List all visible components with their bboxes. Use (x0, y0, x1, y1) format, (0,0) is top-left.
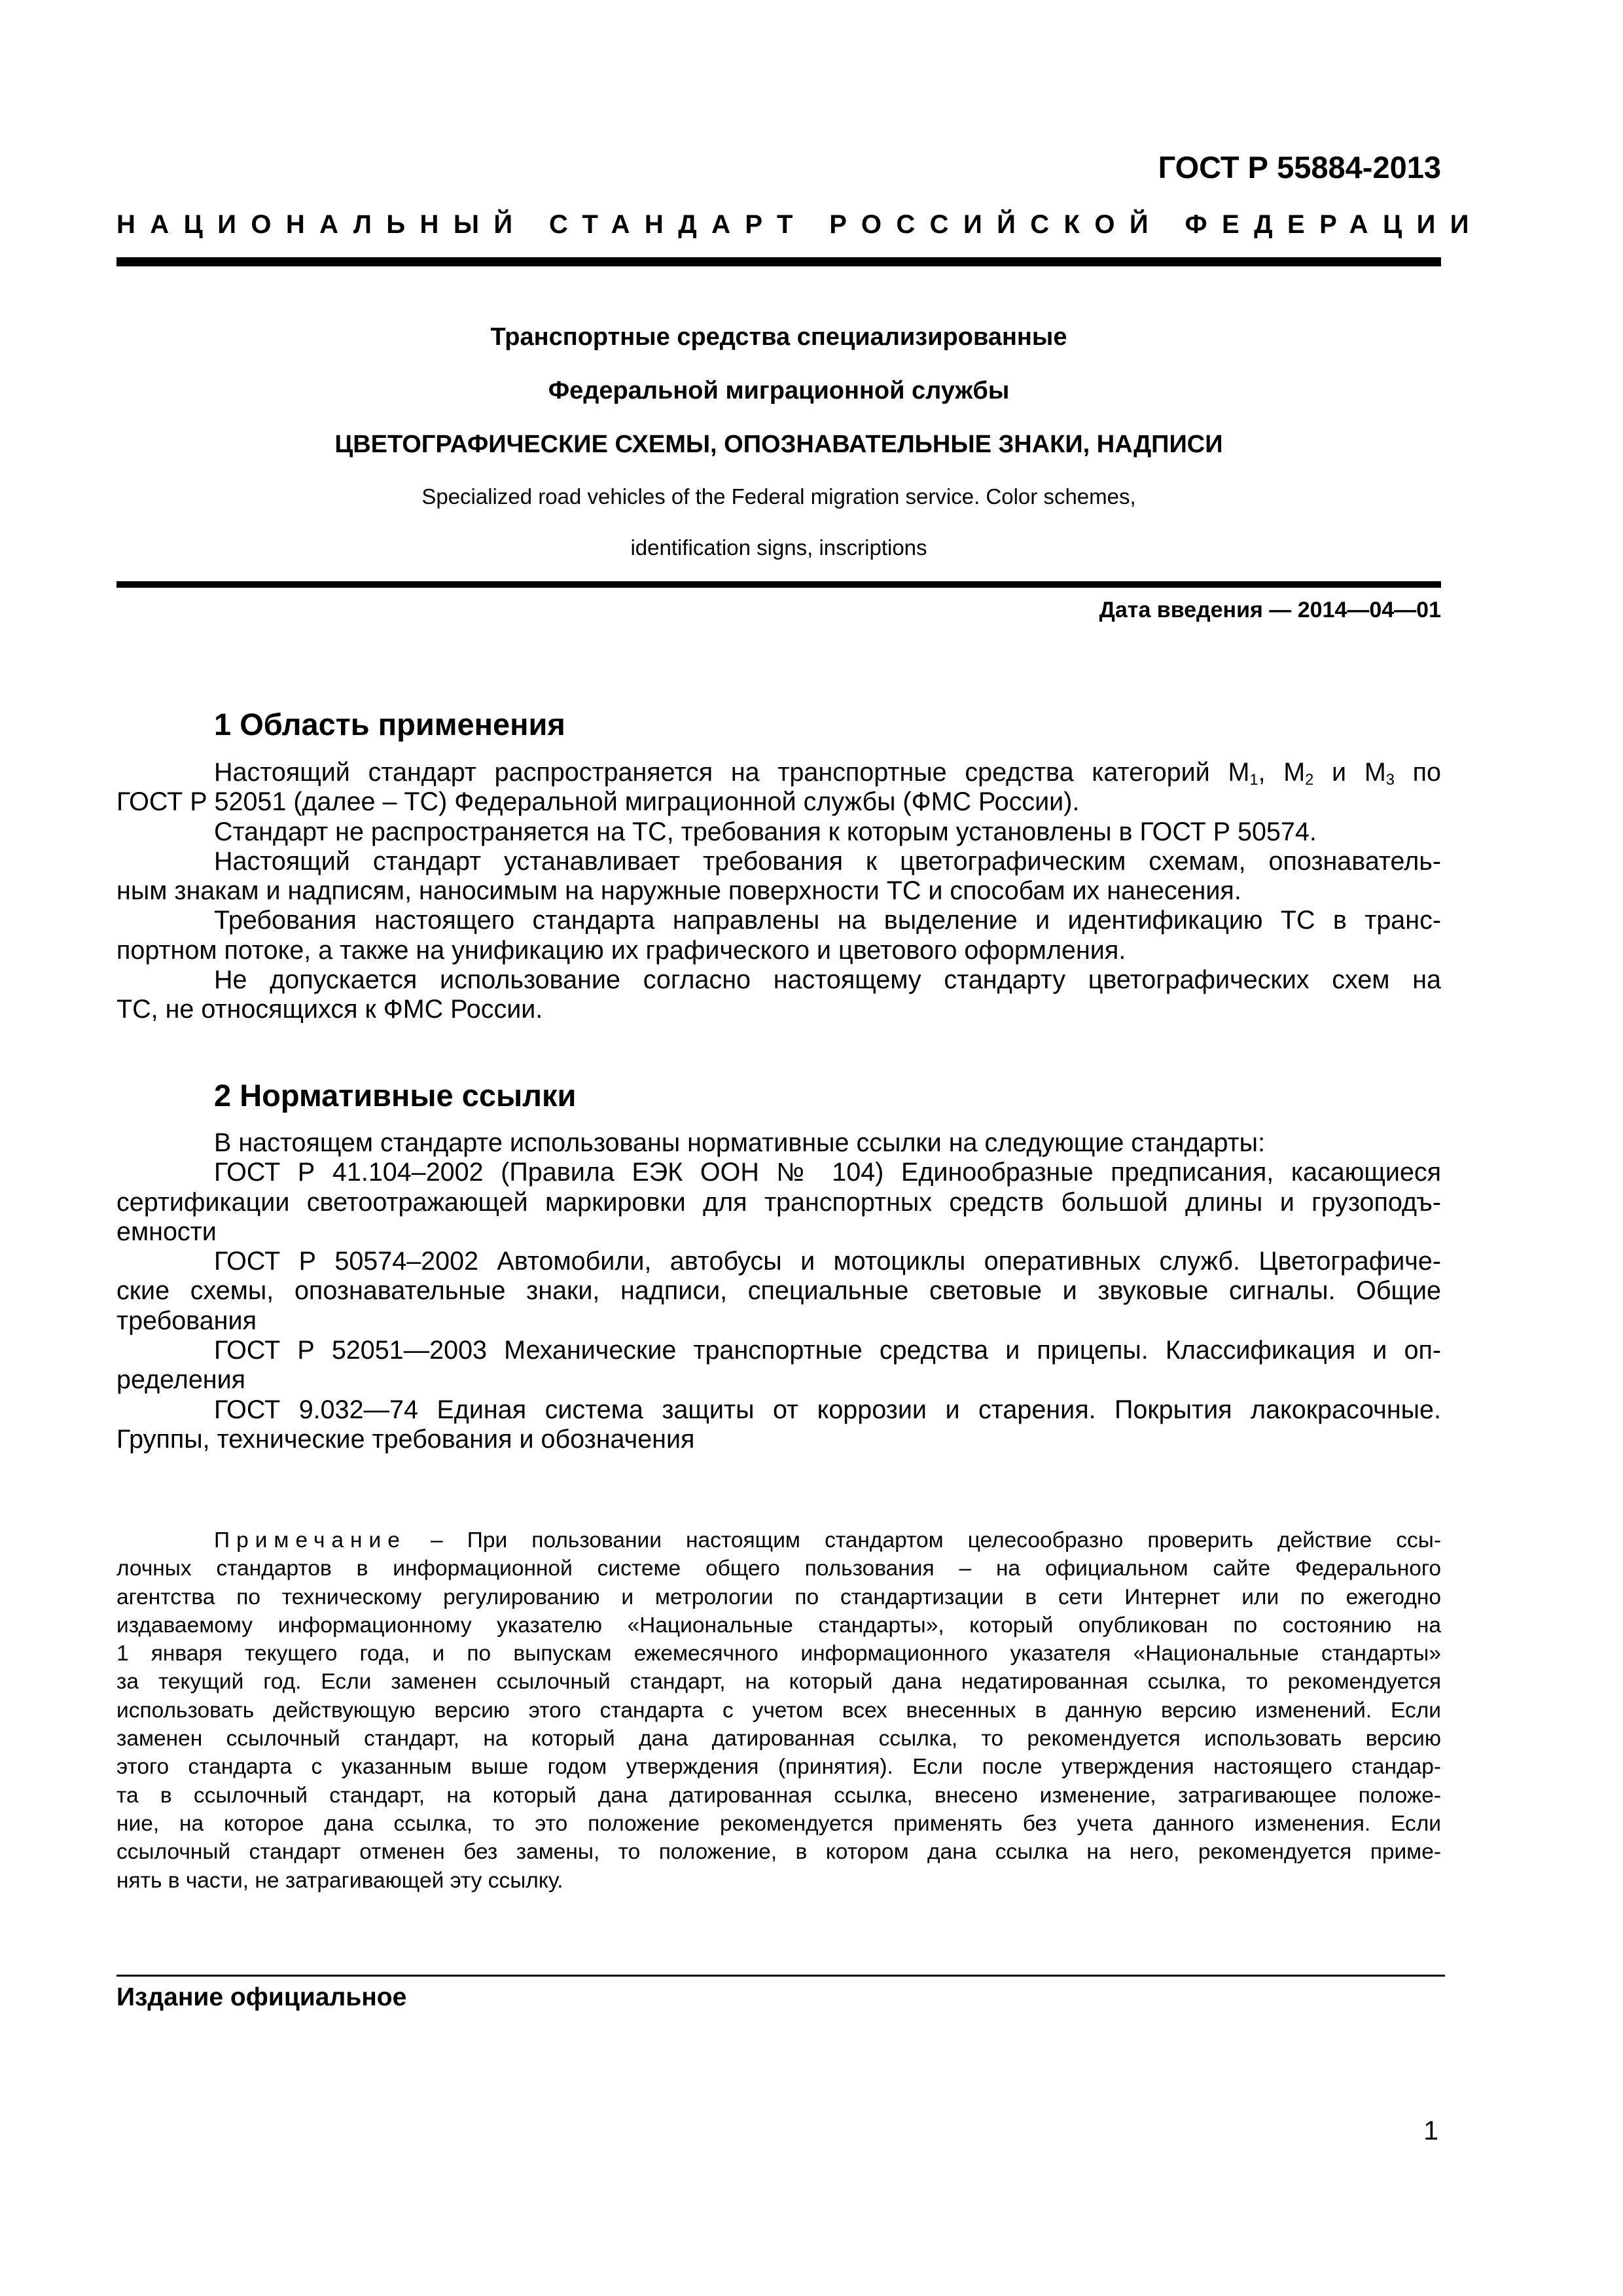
gost-number: ГОСТ Р 55884-2013 (1158, 150, 1441, 185)
note-line: за текущий год. Если заменен ссылочный стандарт, на который дана недатированная ссылка, то рекомендуется (116, 1670, 1441, 1695)
page-number: 1 (1423, 2115, 1438, 2145)
note-line: та в ссылочный стандарт, на который дана датированная ссылка, внесено изменение, затрагивающее положе- (116, 1783, 1441, 1808)
section-1-body (116, 758, 1441, 1025)
reference-line: ределения (116, 1365, 246, 1395)
note-line (116, 1526, 1441, 1554)
top-divider (116, 257, 1441, 266)
reference-line: ские схемы, опознавательные знаки, надписи, специальные световые и звуковые сигналы. Общие (116, 1276, 1441, 1306)
reference-line: сертификации светоотражающей маркировки для транспортных средств большой длины и грузоподъ- (116, 1187, 1441, 1217)
reference-line: ГОСТ 9.032—74 Единая система защиты от коррозии и старения. Покрытия лакокрасочные. (214, 1395, 1441, 1424)
note-label: Примечание (214, 1528, 406, 1552)
paragraph-line (116, 758, 1441, 787)
title-divider (116, 581, 1441, 588)
paragraph-line: Требования настоящего стандарта направлены на выделение и идентификацию ТС в транс- (214, 906, 1441, 935)
reference-line: ГОСТ Р 41.104–2002 (Правила ЕЭК ООН № 104) Единообразные предписания, касающиеся (214, 1158, 1441, 1187)
paragraph-line: В настоящем стандарте использованы нормативные ссылки на следующие стандарты: (214, 1128, 1266, 1157)
paragraph-line: ТС, не относящихся к ФМС России. (116, 995, 543, 1024)
title-block (116, 310, 1441, 573)
title-line-1: Транспортные средства специализированные (490, 323, 1067, 351)
note-line: ссылочный стандарт отменен без замены, то положение, в котором дана ссылка на него, рекомендуется приме- (116, 1840, 1441, 1865)
subscript: 1 (1249, 771, 1258, 789)
reference-line: ГОСТ Р 50574–2002 Автомобили, автобусы и мотоциклы оперативных служб. Цветографиче- (214, 1247, 1441, 1276)
paragraph-line: Стандарт не распространяется на ТС, требования к которым установлены в ГОСТ Р 50574. (214, 817, 1317, 846)
paragraph-line: Не допускается использование согласно настоящему стандарту цветографических схем на (214, 965, 1441, 995)
section-2-body (116, 1128, 1441, 1454)
national-standard-banner: НАЦИОНАЛЬНЫЙ СТАНДАРТ РОССИЙСКОЙ ФЕДЕРАЦИИ (116, 210, 1484, 239)
note-line: нять в части, не затрагивающей эту ссылку. (116, 1868, 563, 1893)
reference-line: ГОСТ Р 52051—2003 Механические транспортные средства и прицепы. Классификация и оп- (214, 1336, 1441, 1365)
text-run: по (1394, 758, 1442, 787)
note-line: 1 января текущего года, и по выпускам ежемесячного информационного указателя «Национальные стандарты» (116, 1641, 1441, 1666)
note-line: агентства по техническому регулированию и метрологии по стандартизации в сети Интернет или по ежегодно (116, 1585, 1441, 1609)
reference-line: Группы, технические требования и обозначения (116, 1424, 695, 1454)
paragraph-line: ГОСТ Р 52051 (далее – ТС) Федеральной миграционной службы (ФМС России). (116, 787, 1080, 817)
subscript: 3 (1385, 771, 1395, 789)
text-run: Настоящий стандарт распространяется на транспортные средства категорий М (214, 758, 1250, 787)
note-line: ние, на которое дана ссылка, то это положение рекомендуется применять без учета данного изменения. Если (116, 1811, 1441, 1836)
text-run: и М (1313, 758, 1386, 787)
reference-line: требования (116, 1306, 257, 1335)
note-line: использовать действующую версию этого стандарта с учетом всех внесенных в данную версию изменений. Если (116, 1698, 1441, 1723)
paragraph-line: портном потоке, а также на унификацию их графического и цветового оформления. (116, 935, 1126, 965)
note-line: издаваемому информационному указателю «Национальные стандарты», который опубликован по состоянию на (116, 1613, 1441, 1638)
text-run: , М (1258, 758, 1306, 787)
english-title-line-1: Specialized road vehicles of the Federal migration service. Color schemes, (421, 484, 1136, 509)
english-title-line-2: identification signs, inscriptions (630, 535, 927, 560)
reference-line: емности (116, 1217, 217, 1246)
note-line: этого стандарта с указанным выше годом утверждения (принятия). Если после утверждения настоящего стандар- (116, 1755, 1441, 1780)
note-block (116, 1526, 1441, 1895)
subscript: 2 (1305, 771, 1314, 789)
paragraph-line: ным знакам и надписям, наносимым на наружные поверхности ТС и способам их нанесения. (116, 876, 1241, 906)
section-2-heading: 2 Нормативные ссылки (214, 1078, 577, 1113)
official-edition-label: Издание официальное (116, 1983, 407, 2011)
footer-divider (116, 1975, 1445, 1977)
note-line: заменен ссылочный стандарт, на который дана датированная ссылка, то рекомендуется использовать версию (116, 1727, 1441, 1751)
title-line-2: Федеральной миграционной службы (548, 377, 1010, 404)
section-1-heading: 1 Область применения (214, 707, 565, 742)
title-line-3: ЦВЕТОГРАФИЧЕСКИЕ СХЕМЫ, ОПОЗНАВАТЕЛЬНЫЕ ЗНАКИ, НАДПИСИ (334, 431, 1223, 458)
note-line: лочных стандартов в информационной системе общего пользования – на официальном сайте Федерального (116, 1556, 1441, 1581)
introduction-date: Дата введения — 2014—04—01 (1099, 598, 1441, 622)
paragraph-line: Настоящий стандарт устанавливает требования к цветографическим схемам, опознаватель- (214, 846, 1441, 876)
text-run: – При пользовании настоящим стандартом целесообразно проверить действие ссы- (406, 1528, 1441, 1552)
